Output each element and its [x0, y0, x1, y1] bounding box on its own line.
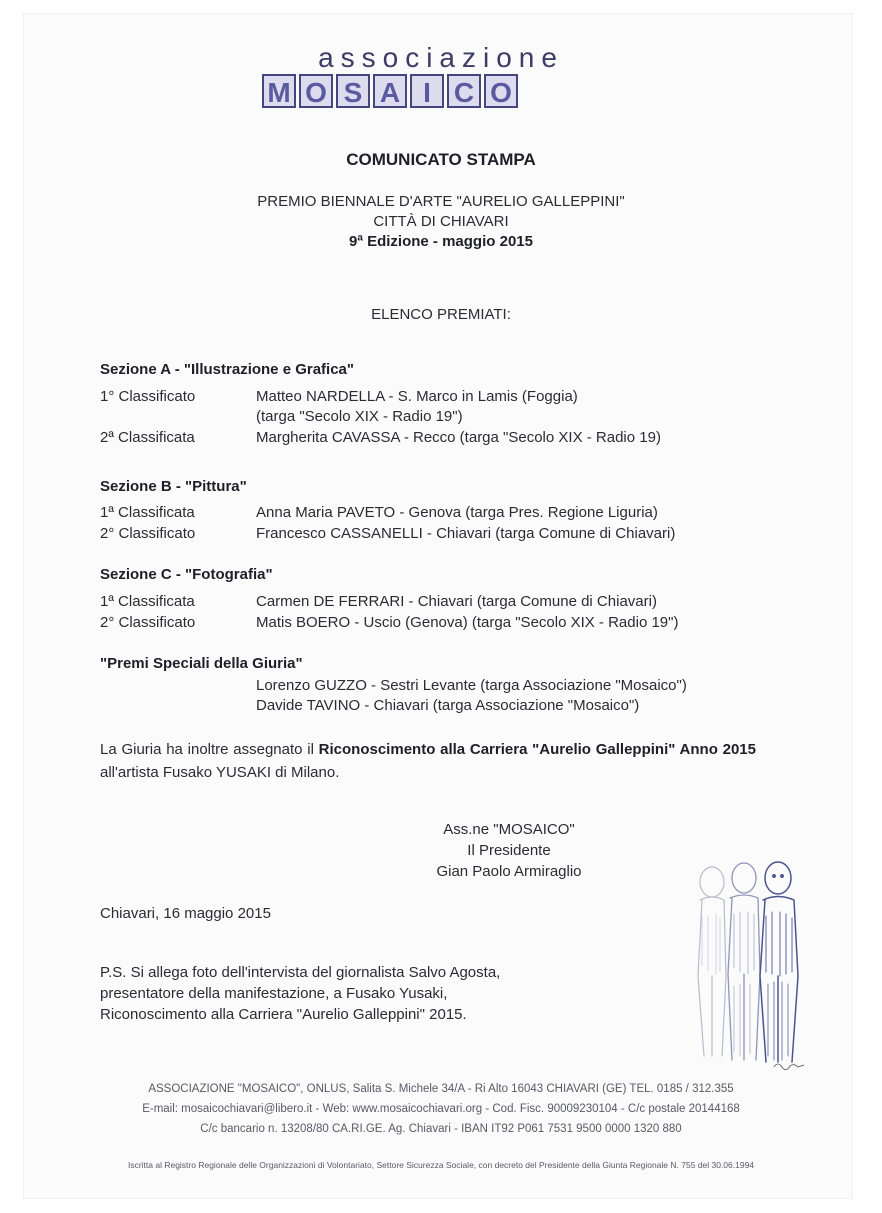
logo-top-word: associazione — [318, 42, 564, 73]
jury-text-post: all'artista Fusako YUSAKI di Milano. — [100, 764, 340, 781]
section-a-place-1: 1° Classificato — [100, 388, 196, 405]
jury-paragraph — [100, 738, 756, 784]
footer-contacts: E-mail: mosaicochiavari@libero.it - Web: www.mosaicochiavari.org - Cod. Fisc. 90009230104 - C/c postale 20144168 — [142, 1103, 740, 1115]
three-figures-illustration — [686, 856, 810, 1070]
logo-letter: C — [447, 74, 481, 108]
section-b-place-1: 1ª Classificata — [100, 504, 195, 521]
footer-address: ASSOCIAZIONE "MOSAICO", ONLUS, Salita S. Michele 34/A - Ri Alto 16043 CHIAVARI (GE) TEL. 0185 / 312.355 — [148, 1083, 734, 1095]
logo-letter: A — [373, 74, 407, 108]
section-c-title: Sezione C - "Fotografia" — [100, 566, 273, 583]
ps-line-1: P.S. Si allega foto dell'intervista del giornalista Salvo Agosta, — [100, 964, 501, 981]
section-b-winner-2: Francesco CASSANELLI - Chiavari (targa Comune di Chiavari) — [256, 525, 676, 542]
footer-registry: Iscritta al Registro Regionale delle Organizzazioni di Volontariato, Settore Sicurezza Sociale, con decreto del Presidente della Giunta Regionale N. 755 del 30.06.1994 — [127, 1160, 755, 1170]
signature-name: Gian Paolo Armiraglio — [436, 863, 582, 880]
footer-bank: C/c bancario n. 13208/80 CA.RI.GE. Ag. Chiavari - IBAN IT92 P061 7531 9500 0000 1320 880 — [200, 1123, 682, 1135]
section-c-winner-1: Carmen DE FERRARI - Chiavari (targa Comune di Chiavari) — [256, 593, 657, 610]
section-a-winner-1: Matteo NARDELLA - S. Marco in Lamis (Foggia) — [256, 388, 578, 405]
logo-letter: O — [484, 74, 518, 108]
prize-edition: 9ª Edizione - maggio 2015 — [349, 233, 533, 250]
list-title: ELENCO PREMIATI: — [371, 306, 511, 323]
section-b-place-2: 2° Classificato — [100, 525, 196, 542]
logo-letter: O — [299, 74, 333, 108]
logo-mosaico — [262, 74, 518, 108]
special-prize-winner-2: Davide TAVINO - Chiavari (targa Associazione "Mosaico") — [256, 697, 640, 714]
document-date: Chiavari, 16 maggio 2015 — [100, 905, 271, 922]
logo-letter: I — [410, 74, 444, 108]
logo-letter: S — [336, 74, 370, 108]
career-award: Riconoscimento alla Carriera "Aurelio Galleppini" Anno 2015 — [318, 741, 756, 758]
prize-name: PREMIO BIENNALE D'ARTE "AURELIO GALLEPPINI" — [257, 193, 625, 210]
jury-text-pre: La Giuria ha inoltre assegnato il — [100, 741, 314, 758]
signature-role: Il Presidente — [467, 842, 551, 859]
logo-letter: M — [262, 74, 296, 108]
section-b-winner-1: Anna Maria PAVETO - Genova (targa Pres. Regione Liguria) — [256, 504, 658, 521]
signature-association: Ass.ne "MOSAICO" — [443, 821, 575, 838]
special-prizes-title: "Premi Speciali della Giuria" — [100, 655, 303, 672]
section-b-title: Sezione B - "Pittura" — [100, 478, 247, 495]
ps-line-3: Riconoscimento alla Carriera "Aurelio Galleppini" 2015. — [100, 1006, 467, 1023]
ps-line-2: presentatore della manifestazione, a Fusako Yusaki, — [100, 985, 448, 1002]
section-c-place-1: 1ª Classificata — [100, 593, 195, 610]
section-a-title: Sezione A - "Illustrazione e Grafica" — [100, 361, 355, 378]
special-prize-winner-1: Lorenzo GUZZO - Sestri Levante (targa Associazione "Mosaico") — [256, 677, 687, 694]
section-a-winner-2: Margherita CAVASSA - Recco (targa "Secolo XIX - Radio 19) — [256, 429, 661, 446]
artist-signature-mark — [770, 1058, 810, 1072]
section-c-winner-2: Matis BOERO - Uscio (Genova) (targa "Secolo XIX - Radio 19") — [256, 614, 679, 631]
section-c-place-2: 2° Classificato — [100, 614, 196, 631]
prize-city: CITTÀ DI CHIAVARI — [373, 213, 509, 230]
section-a-place-2: 2ª Classificata — [100, 429, 195, 446]
section-a-winner-1-prize: (targa "Secolo XIX - Radio 19") — [256, 408, 463, 425]
document-title: COMUNICATO STAMPA — [346, 150, 536, 169]
